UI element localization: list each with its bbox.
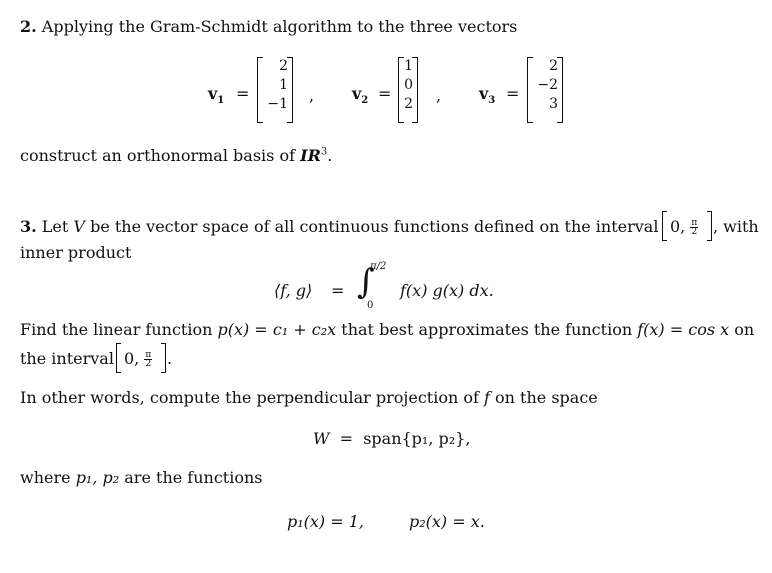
vector-3-entry: 2 xyxy=(549,58,558,74)
lower-limit: 0 xyxy=(367,300,374,311)
vector-3-entry: −2 xyxy=(537,77,558,93)
vector-1-entry: 1 xyxy=(279,77,288,93)
vector-2-matrix xyxy=(398,57,418,123)
p1-definition: p₁(x) = 1, xyxy=(287,512,365,531)
interval-line-text: the interval xyxy=(20,349,114,368)
f-expression: f(x) = cos x xyxy=(637,320,730,339)
integral-sign: ∫ xyxy=(357,262,375,302)
interval-bracket: 0, $\frac{\pi}{2}$ xyxy=(662,211,712,241)
interval-line-end: . xyxy=(167,349,173,368)
vector-2-entry: 1 xyxy=(404,58,413,74)
comma: , xyxy=(436,86,442,105)
vector-2-equals: = xyxy=(378,84,392,103)
p2-definition: p₂(x) = x. xyxy=(409,512,485,531)
vector-1-matrix xyxy=(257,57,293,123)
vector-3-label: $v_3$ xyxy=(479,84,496,107)
vector-1-label: $v_1$ xyxy=(208,84,225,107)
integrand: f(x) g(x) dx. xyxy=(400,281,494,300)
vector-1-entry: 2 xyxy=(279,58,288,74)
p-expression: p(x) = c₁ + c₂x xyxy=(217,320,337,339)
vector-2-entry: 0 xyxy=(404,77,413,93)
problem-2-conclusion: construct an orthonormal basis of $IR^3$. xyxy=(20,146,333,165)
vector-2-entry: 2 xyxy=(404,96,413,112)
span-equation: W = span{p₁, p₂}, xyxy=(313,429,471,448)
vector-3-matrix xyxy=(527,57,563,123)
vector-3-equals: = xyxy=(506,84,520,103)
other-words-line: In other words, compute the perpendicular projection of f on the space xyxy=(20,388,598,407)
problem-3-intro: 3. Let V be the vector space of all continuous functions defined on the interval xyxy=(20,217,659,236)
problem-3-intro-end: , with xyxy=(713,217,759,236)
inner-product-equals: = xyxy=(331,281,345,300)
where-line: where p₁, p₂ are the functions xyxy=(20,468,263,487)
problem-2-heading xyxy=(20,17,517,36)
problem-2-statement: Applying the Gram-Schmidt algorithm to the three vectors xyxy=(41,17,518,36)
inner-product-lhs: ⟨f, g⟩ xyxy=(274,281,313,300)
interval-bracket-2: 0, $\frac{\pi}{2}$ xyxy=(116,343,166,373)
real-space-symbol: IR xyxy=(300,146,321,165)
vector-1-equals: = xyxy=(236,84,250,103)
comma: , xyxy=(309,86,315,105)
problem-3-number: 3. xyxy=(20,217,37,236)
upper-limit: π/2 xyxy=(370,261,387,272)
vector-3-entry: 3 xyxy=(549,96,558,112)
problem-3-line2: inner product xyxy=(20,243,132,262)
vector-2-label: $v_2$ xyxy=(352,84,369,107)
find-line: Find the linear function p(x) = c₁ + c₂x that best approximates the function f(x) = cos x on xyxy=(20,320,755,339)
vector-1-entry: −1 xyxy=(267,96,288,112)
problem-2-number: 2. xyxy=(20,17,37,36)
